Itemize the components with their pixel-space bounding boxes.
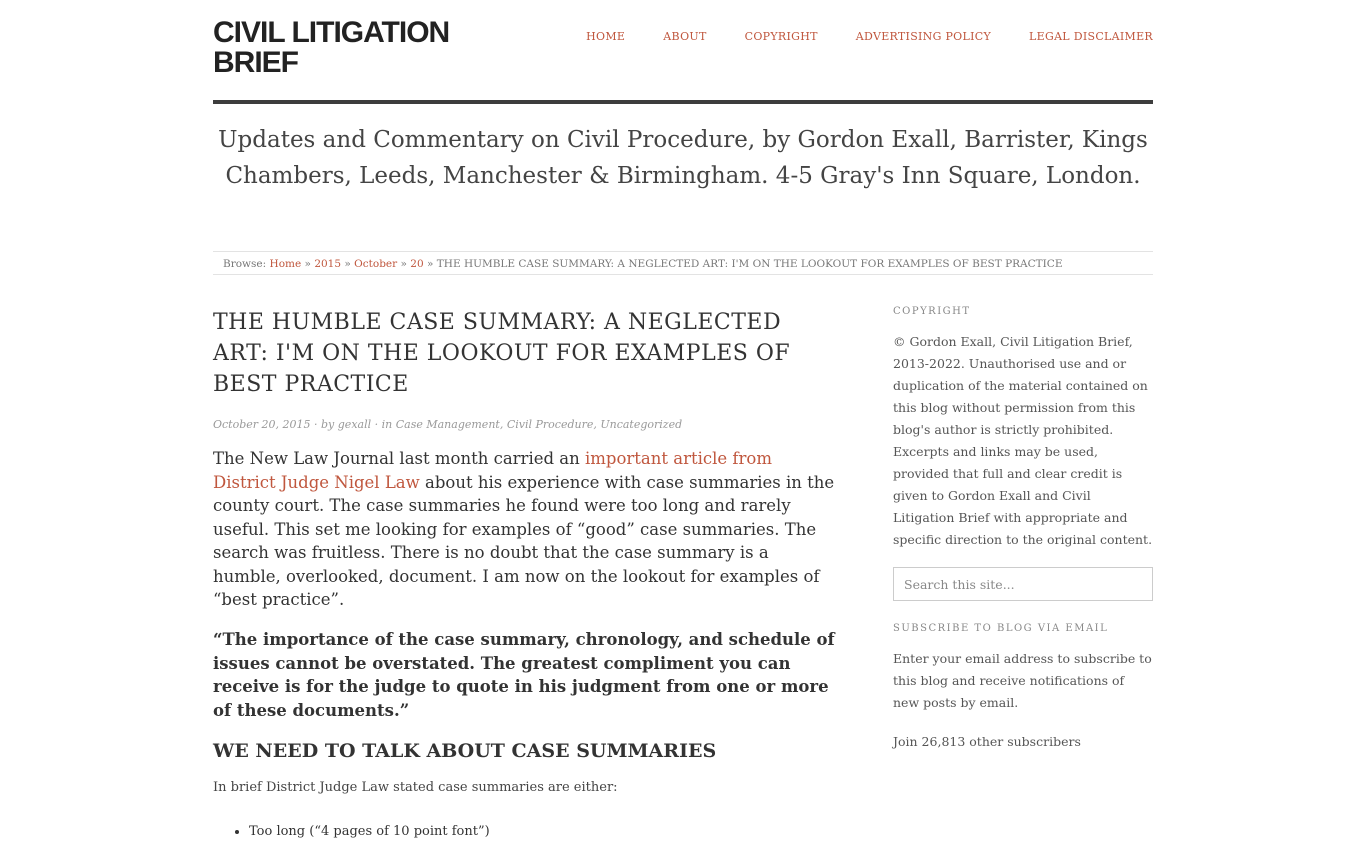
subscribe-widget-title: SUBSCRIBE TO BLOG VIA EMAIL xyxy=(893,623,1109,634)
category-case-management[interactable]: Case Management xyxy=(395,418,500,431)
summary-list xyxy=(213,822,838,842)
breadcrumb-day[interactable]: 20 xyxy=(410,258,424,270)
breadcrumb-separator: » xyxy=(304,258,311,270)
byline-by-label: · by xyxy=(314,418,335,431)
subscribe-text: Enter your email address to subscribe to this blog and receive notifications of new posts by email. xyxy=(893,651,1152,710)
list-item: • Too long (“4 pages of 10 point font”) xyxy=(249,822,838,842)
breadcrumb-prefix: Browse: xyxy=(223,258,267,270)
intro-paragraph xyxy=(213,447,838,612)
breadcrumb-year[interactable]: 2015 xyxy=(314,258,342,270)
subscriber-count: Join 26,813 other subscribers xyxy=(893,734,1081,749)
breadcrumb-home[interactable]: Home xyxy=(269,258,302,270)
category-uncategorized[interactable]: Uncategorized xyxy=(600,418,683,431)
breadcrumb-month[interactable]: October xyxy=(354,258,398,270)
search-input[interactable] xyxy=(893,567,1153,601)
post-date: October 20, 2015 xyxy=(213,418,311,431)
breadcrumb-separator: » xyxy=(344,258,351,270)
main-navigation xyxy=(586,30,1153,43)
section-heading: WE NEED TO TALK ABOUT CASE SUMMARIES xyxy=(213,739,717,762)
nav-advertising-policy[interactable]: ADVERTISING POLICY xyxy=(855,30,992,43)
nav-copyright[interactable]: COPYRIGHT xyxy=(744,30,818,43)
site-title[interactable]: CIVIL LITIGATION BRIEF xyxy=(213,16,450,79)
breadcrumb xyxy=(213,251,1153,275)
nav-home[interactable]: HOME xyxy=(586,30,626,43)
sidebar xyxy=(893,306,1153,749)
breadcrumb-separator: » xyxy=(427,258,434,270)
copyright-widget-title: COPYRIGHT xyxy=(893,306,971,317)
section-intro: In brief District Judge Law stated case summaries are either: xyxy=(213,780,618,796)
breadcrumb-separator: » xyxy=(400,258,407,270)
breadcrumb-current: THE HUMBLE CASE SUMMARY: A NEGLECTED ART: I'M ON THE LOOKOUT FOR EXAMPLES OF BEST PRACTICE xyxy=(436,258,1063,270)
nav-legal-disclaimer[interactable]: LEGAL DISCLAIMER xyxy=(1029,30,1153,43)
copyright-text: © Gordon Exall, Civil Litigation Brief, 2013-2022. Unauthorised use and or duplication of the material contained on this blog without permission from this blog's author is strictly prohibited. Excerpts and links may be used, provided that full and clear credit is given to Gordon Exall and Civil Litigation Brief with appropriate and specific direction to the original content. xyxy=(893,334,1153,547)
post-byline: October 20, 2015 · by gexall · in Case Management, Civil Procedure, Uncategorized xyxy=(213,418,683,431)
site-tagline: Updates and Commentary on Civil Procedure, by Gordon Exall, Barrister, Kings Chambers, Leeds, Manchester & Birmingham. 4-5 Gray's Inn Square, London. xyxy=(218,127,1148,189)
post-article xyxy=(213,307,838,842)
nav-about[interactable]: ABOUT xyxy=(663,30,707,43)
pull-quote: “The importance of the case summary, chronology, and schedule of issues cannot be overstated. The greatest compliment you can receive is for the judge to quote in his judgment from one or more of these documents.” xyxy=(213,630,835,720)
intro-text-before: The New Law Journal last month carried an xyxy=(213,449,585,468)
byline-in-label: · in xyxy=(374,418,393,431)
category-civil-procedure[interactable]: Civil Procedure xyxy=(506,418,594,431)
post-title: THE HUMBLE CASE SUMMARY: A NEGLECTED ART: I'M ON THE LOOKOUT FOR EXAMPLES OF BEST PRACTICE xyxy=(213,310,791,397)
article-link[interactable]: important article from District Judge Nigel Law xyxy=(213,449,773,492)
header-divider xyxy=(213,100,1153,104)
post-author[interactable]: gexall xyxy=(337,418,372,431)
intro-text-after: about his experience with case summaries in the county court. The case summaries he found were too long and rarely useful. This set me looking for examples of “good” case summaries. The search was fruitless. There is no doubt that the case summary is a humble, overlooked, document. I am now on the lookout for examples of “best practice”. xyxy=(213,472,835,609)
